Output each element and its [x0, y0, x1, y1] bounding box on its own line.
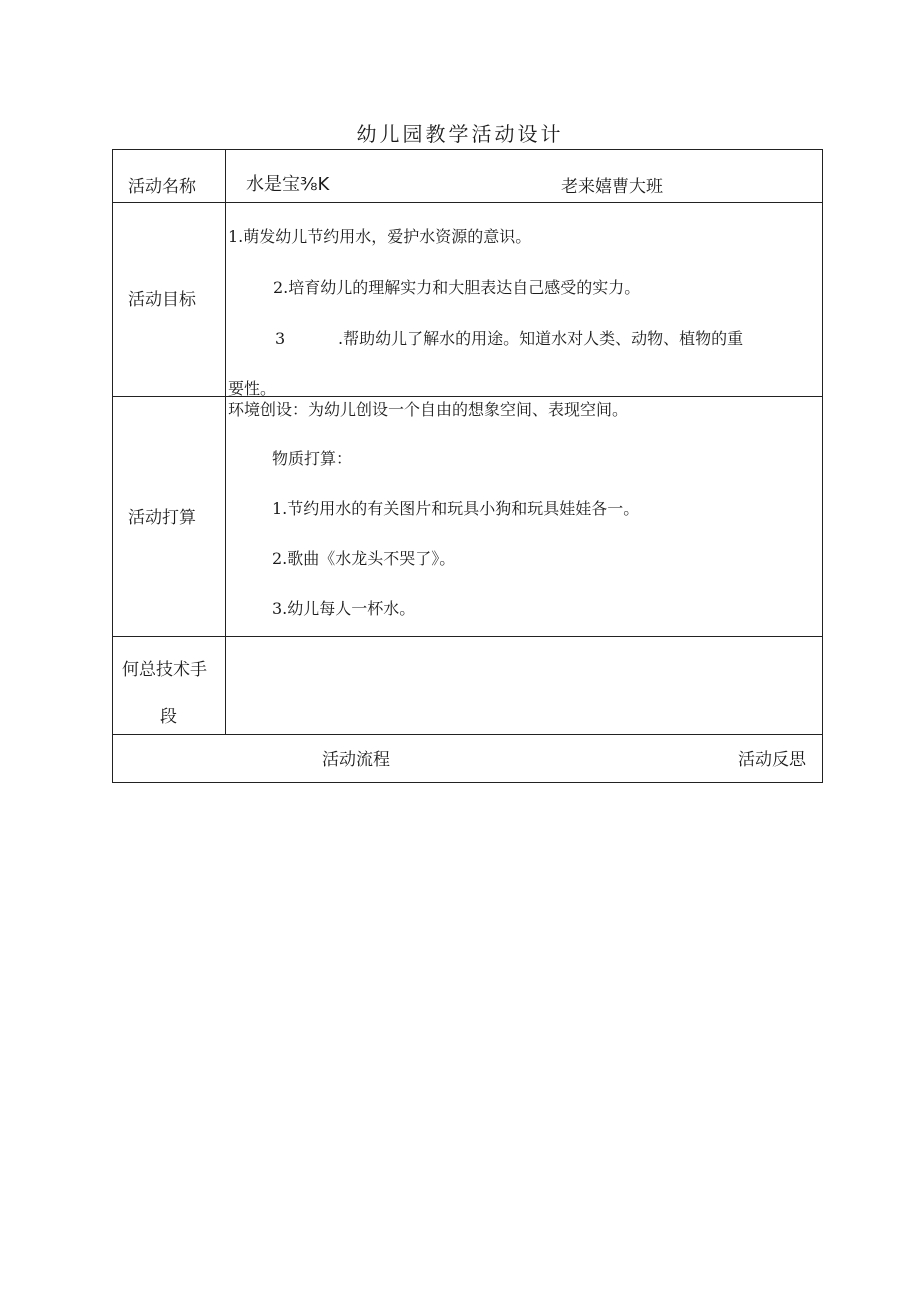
- activity-name-label: 活动名称: [128, 177, 196, 197]
- environment-setup: 环境创设：为幼儿创设一个自由的想象空间、表现空间。: [228, 400, 629, 419]
- row-divider: [113, 636, 822, 637]
- activity-prep-label: 活动打算: [128, 508, 196, 528]
- methods-label-line1: 何总技术手: [122, 660, 207, 680]
- material-item-2: 2.歌曲《水龙头不哭了》。: [272, 549, 456, 568]
- methods-label-line2: 段: [160, 707, 177, 727]
- activity-name-extra: 老来嬉曹大班: [561, 177, 663, 197]
- goal-item-3: .帮助幼儿了解水的用途。知道水对人类、动物、植物的重: [338, 329, 744, 348]
- goal-item-1: 1.萌发幼儿节约用水，爱护水资源的意识。: [228, 227, 532, 246]
- process-label: 活动流程: [322, 750, 390, 770]
- activity-plan-table: [112, 149, 823, 783]
- material-item-3: 3.幼儿每人一杯水。: [272, 599, 416, 618]
- row-divider: [113, 396, 822, 397]
- material-heading: 物质打算：: [272, 449, 353, 468]
- activity-goals-label: 活动目标: [128, 290, 196, 310]
- row-divider: [113, 202, 822, 203]
- goal-item-2: 2.培育幼儿的理解实力和大胆表达自己感受的实力。: [273, 278, 641, 297]
- column-divider: [225, 150, 226, 734]
- row-divider: [113, 734, 822, 735]
- document-title: 幼儿园教学活动设计: [356, 122, 564, 146]
- material-item-1: 1.节约用水的有关图片和玩具小狗和玩具娃娃各一。: [272, 499, 640, 518]
- goal-item-3-wrap: 要性。: [228, 379, 277, 398]
- activity-name-value: 水是宝⅜K: [246, 174, 330, 195]
- reflection-label: 活动反思: [738, 750, 806, 770]
- goal-item-3-number: 3: [275, 329, 286, 348]
